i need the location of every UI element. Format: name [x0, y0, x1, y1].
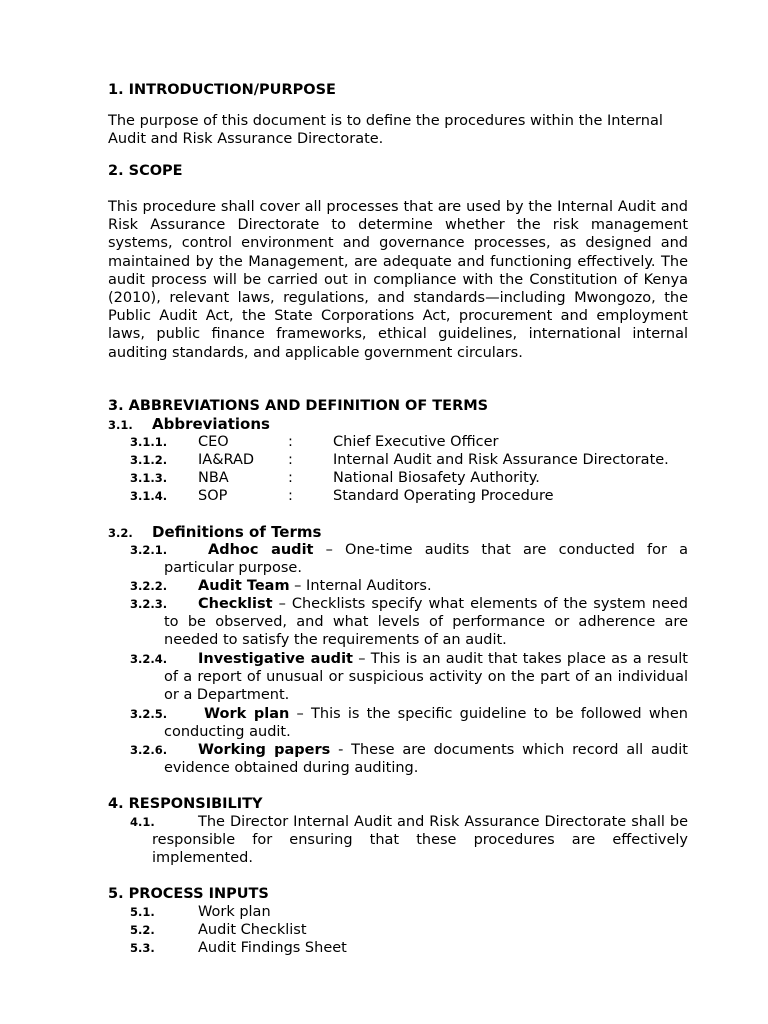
- abbreviation: SOP: [198, 488, 228, 504]
- definition-item: [130, 741, 688, 777]
- item-number: 3.2.2.: [130, 579, 168, 593]
- process-input-text: Audit Checklist: [198, 922, 307, 938]
- subsection-title: Definitions of Terms: [152, 523, 322, 541]
- definition-term: Audit Team: [198, 578, 290, 594]
- process-input-text: Audit Findings Sheet: [198, 940, 347, 956]
- definition-item: [130, 705, 688, 741]
- abbreviation: CEO: [198, 434, 229, 450]
- definition-item: [130, 595, 688, 650]
- item-number: 5.1.: [130, 905, 155, 919]
- definition-term: Investigative audit: [198, 651, 353, 667]
- definition-term: Adhoc audit: [208, 542, 314, 558]
- item-number: 3.2.3.: [130, 597, 168, 611]
- item-number: 3.1.4.: [130, 489, 168, 503]
- abbreviation: IA&RAD: [198, 452, 255, 468]
- item-number: 5.3.: [130, 941, 155, 955]
- item-number: 3.2.6.: [130, 743, 168, 757]
- definition-term: Work plan: [204, 706, 290, 722]
- definition-item: [130, 577, 688, 595]
- separator: :: [288, 470, 293, 486]
- responsibility-item: [130, 813, 688, 868]
- separator: :: [288, 452, 293, 468]
- item-number: 3.2.5.: [130, 707, 168, 721]
- section-2-heading: 2. SCOPE: [108, 163, 183, 179]
- item-number: 4.1.: [130, 815, 155, 829]
- section-1-text: The purpose of this document is to define the procedures within the Internal Audit and Risk Assurance Directorate.: [108, 113, 663, 148]
- definitions-subheading: [108, 523, 688, 542]
- meaning: Chief Executive Officer: [333, 434, 499, 450]
- definition-term: Working papers: [198, 742, 331, 758]
- item-number: 3.2.1.: [130, 543, 168, 557]
- meaning: National Biosafety Authority.: [333, 470, 540, 486]
- item-number: 3.1.3.: [130, 471, 168, 485]
- definition-text: - These are documents which record all audit evidence obtained during auditing.: [164, 742, 688, 777]
- definition-text: – Checklists specify what elements of the system need to be observed, and what levels of performance or adherence are needed to satisfy the requirements of an audit.: [164, 596, 688, 649]
- definition-text: – This is the specific guideline to be followed when conducting audit.: [164, 706, 688, 741]
- separator: :: [288, 434, 293, 450]
- definition-text: – One-time audits that are conducted for a particular purpose.: [164, 542, 688, 577]
- abbreviations-subheading: [108, 415, 688, 434]
- abbreviation: NBA: [198, 470, 229, 486]
- definition-item: [130, 650, 688, 705]
- definition-item: [130, 541, 688, 577]
- item-number: 5.2.: [130, 923, 155, 937]
- subsection-title: Abbreviations: [152, 415, 270, 433]
- section-2-text: This procedure shall cover all processes that are used by the Internal Audit and Risk Assurance Directorate to determine whether the risk management systems, control environment and governance processes, as designed and maintained by the Management, are adequate and functioning effectively. The audit process will be carried out in compliance with the Constitution of Kenya (2010), relevant laws, regulations, and standards—including Mwongozo, the Public Audit Act, the State Corporations Act, procurement and employment laws, public finance frameworks, ethical guidelines, international internal auditing standards, and applicable government circulars.: [108, 199, 688, 361]
- definition-text: – Internal Auditors.: [289, 578, 432, 594]
- separator: :: [288, 488, 293, 504]
- section-5-heading: 5. PROCESS INPUTS: [108, 886, 269, 902]
- meaning: Standard Operating Procedure: [333, 488, 554, 504]
- responsibility-text: The Director Internal Audit and Risk Assurance Directorate shall be responsible for ensuring that these procedures are effectively implemented.: [152, 814, 688, 867]
- item-number: 3.2.4.: [130, 652, 168, 666]
- item-number: 3.1.1.: [130, 435, 168, 449]
- subsection-number: 3.1.: [108, 418, 133, 432]
- subsection-number: 3.2.: [108, 526, 133, 540]
- process-input-text: Work plan: [198, 904, 271, 920]
- definition-text: – This is an audit that takes place as a result of a report of unusual or suspicious activity on the part of an individual or a Department.: [164, 651, 688, 704]
- section-1-heading: 1. INTRODUCTION/PURPOSE: [108, 82, 336, 98]
- item-number: 3.1.2.: [130, 453, 168, 467]
- section-3-heading: 3. ABBREVIATIONS AND DEFINITION OF TERMS: [108, 398, 489, 414]
- definition-term: Checklist: [198, 596, 273, 612]
- meaning: Internal Audit and Risk Assurance Directorate.: [333, 452, 669, 468]
- section-4-heading: 4. RESPONSIBILITY: [108, 796, 263, 812]
